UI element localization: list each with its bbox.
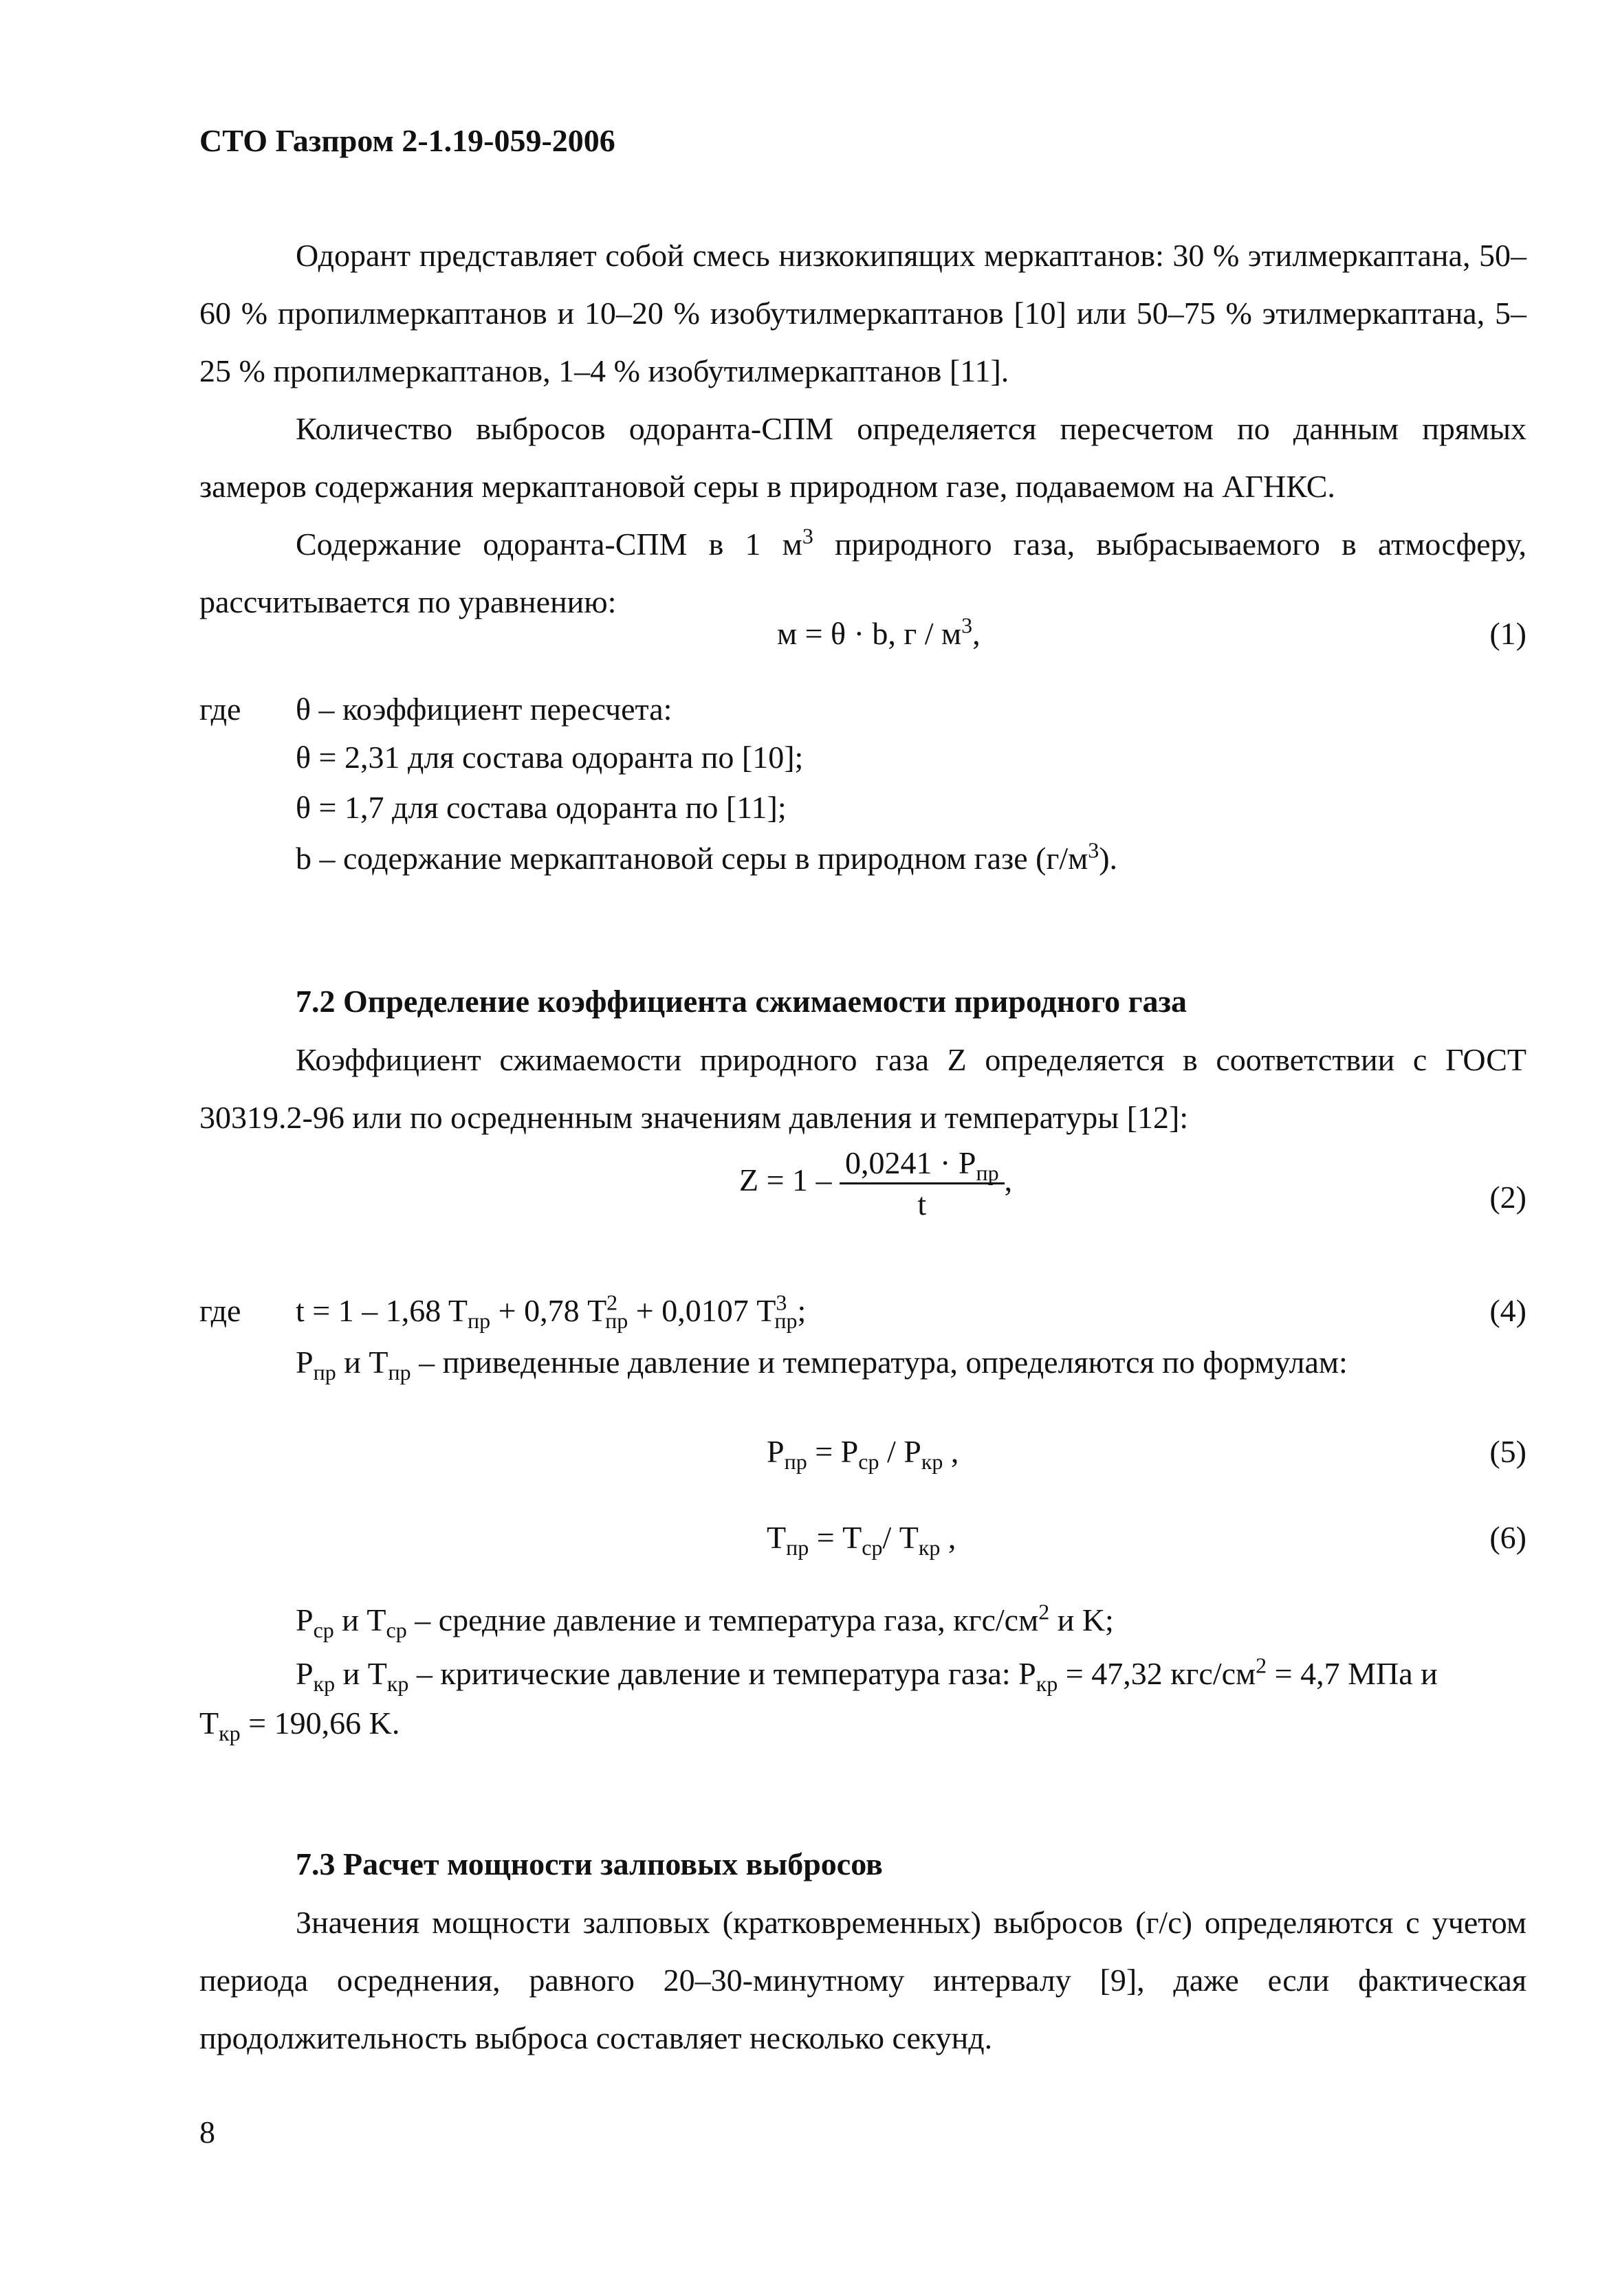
where-theta-10: θ = 2,31 для состава одоранта по [10]; <box>296 740 804 775</box>
section-7-3-title: 7.3 Расчет мощности залповых выбросов <box>296 1846 883 1881</box>
critical-definition: $P_{кр}$ и $T_{кр}$ – критические давление и температура газа: $P_{кр} = 47,32$ кгс/$см^2 = 4,7$ МПа и <box>296 1653 1438 1697</box>
equation-2-fraction: $\frac{0,0241 \cdot P_{пр}}{t}$ <box>840 1145 1005 1222</box>
equation-2: Z = 1 – $\frac{0,0241 \cdot P_{пр}}{t}$ , <box>739 1145 1013 1222</box>
where-theta-def: θ – коэффициент пересчета: <box>296 692 672 727</box>
paragraph-content: Содержание одоранта-СПМ в 1 $м^3$ природного газа, выбрасываемого в атмосферу, рассчитывается по уравнению: <box>199 523 1526 619</box>
equation-4: t = 1 – 1,68 $T_{пр} + 0,78$ $T^2_{пр} + 0,0107$ $T^3_{пр}$; <box>296 1290 807 1334</box>
paragraph-emissions: Количество выбросов одоранта-СПМ определяется пересчетом по данным прямых замеров содержания меркаптановой серы в природном газе, подаваемом на АГНКС. <box>199 411 1526 504</box>
equation-6: $T_{пр} = T_{ср}/$ $T_{кр}$ , <box>767 1520 956 1560</box>
equation-4-number: (4) <box>1489 1293 1526 1328</box>
equation-2-number: (2) <box>1489 1180 1526 1215</box>
reduced-definition: $P_{пр}$ и $T_{пр}$ – приведенные давление и температура, определяются по формулам: <box>296 1345 1348 1385</box>
equation-5: $P_{пр} = P_{ср} / P_{кр}$ , <box>767 1434 959 1475</box>
equation-5-number: (5) <box>1489 1434 1526 1469</box>
paragraph-odorant: Одорант представляет собой смесь низкокипящих меркаптанов: 30 % этилмеркаптана, 50–60 % пропилмеркаптанов и 10–20 % изобутилмеркаптанов [10] или 50–75 % этилмеркаптана, 5–25 % пропилмеркаптанов, 1–4 % изобутилмеркаптанов [11]. <box>199 238 1526 388</box>
section-7-2-paragraph: Коэффициент сжимаемости природного газа Z определяется в соответствии с ГОСТ 30319.2-96 или по осредненным значениям давления и температуры [12]: <box>199 1042 1526 1135</box>
equation-1: м = θ · b, г / $м^3$, <box>777 612 981 651</box>
equation-6-number: (6) <box>1489 1520 1526 1555</box>
where-label-2: где <box>199 1293 241 1328</box>
document-header: СТО Газпром 2-1.19-059-2006 <box>199 123 615 158</box>
where-label: где <box>199 692 241 727</box>
where-b-def: b – содержание меркаптановой серы в природном газе $(г/м^3)$. <box>296 837 1118 876</box>
section-7-2-title: 7.2 Определение коэффициента сжимаемости природного газа <box>296 984 1187 1019</box>
page-number: 8 <box>199 2115 215 2150</box>
average-definition: $P_{ср}$ и $T_{ср}$ – средние давление и температура газа, кгс/$см^2$ и K; <box>296 1599 1114 1643</box>
critical-temperature: $T_{кр} = 190,66$ K. <box>199 1706 400 1746</box>
equation-1-number: (1) <box>1489 616 1526 651</box>
section-7-3-paragraph: Значения мощности залповых (кратковременных) выбросов (г/с) определяются с учетом периода осреднения, равного 20–30-минутному интервалу [9], даже если фактическая продолжительность выброса составляет несколько секунд. <box>199 1905 1526 2055</box>
where-theta-11: θ = 1,7 для состава одоранта по [11]; <box>296 790 787 825</box>
